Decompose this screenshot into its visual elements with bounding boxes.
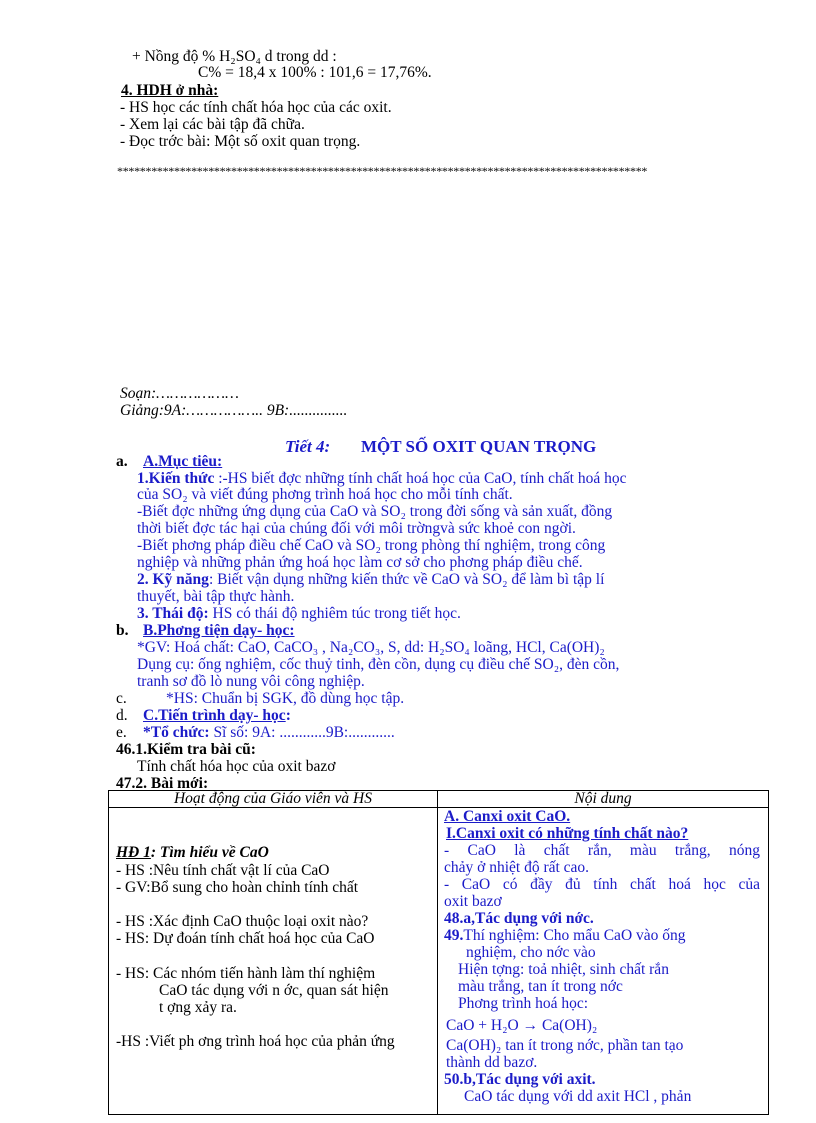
activity-line: - GV:Bổ sung cho hoàn chỉnh tính chất bbox=[116, 879, 359, 896]
content-heading-a: A. Canxi oxit CaO. bbox=[444, 808, 571, 825]
activity-line: - HS :Nêu tính chất vật lí của CaO bbox=[116, 862, 330, 879]
reaction-acid-heading: 50.b,Tác dụng với axit. bbox=[444, 1071, 596, 1088]
homework-item-3: - Đọc trớc bài: Một số oxit quan trọng. bbox=[120, 133, 361, 150]
content-line: CaO tác dụng với dd axit HCl , phản bbox=[464, 1088, 692, 1105]
knowledge-line-6: nghiệp và những phản ứng hoá học làm cơ sở cho phơng pháp điều chế. bbox=[137, 554, 583, 571]
procedure-heading-line: C.Tiến trình dạy- học: bbox=[143, 707, 291, 724]
activity-1-heading: HĐ 1: Tìm hiểu về CaO bbox=[116, 844, 269, 861]
lesson-table bbox=[108, 790, 769, 1115]
section-b-label: b. bbox=[116, 622, 129, 639]
concentration-formula: C% = 18,4 x 100% : 101,6 = 17,76%. bbox=[198, 64, 432, 81]
student-prep: *HS: Chuẩn bị SGK, đồ dùng học tập. bbox=[166, 690, 405, 707]
separator-stars: ********************************************************************************************* bbox=[117, 164, 648, 178]
equipment-line-2: tranh sơ đồ lò nung vôi công nghiệp. bbox=[137, 673, 365, 690]
content-line: Hiện tợng: toả nhiệt, sinh chất rắn bbox=[458, 961, 669, 978]
experiment-line: 49.Thí nghiệm: Cho mẩu CaO vào ống bbox=[444, 927, 686, 944]
giang-line: Giảng:9A:…………….. 9B:............... bbox=[120, 402, 348, 419]
equipment-line-1: Dụng cụ: ống nghiệm, cốc thuỷ tinh, đèn cồn, dụng cụ điều chế SO₂, đèn cồn, bbox=[137, 656, 620, 673]
content-question-heading: I.Canxi oxit có những tính chất nào? bbox=[446, 825, 689, 842]
organization-heading: *Tổ chức: bbox=[143, 724, 210, 741]
organization-line: *Tổ chức: Sĩ số: 9A: ............9B:............ bbox=[143, 724, 395, 741]
soan-line: Soạn:……………… bbox=[120, 385, 239, 402]
section-d-label: d. bbox=[116, 707, 128, 724]
section-c-label: c. bbox=[116, 690, 127, 707]
content-line: Phơng trình hoá học: bbox=[458, 995, 589, 1012]
section-e-label: e. bbox=[116, 724, 127, 741]
knowledge-line-2: của SO₂ và viết đúng phơng trình hoá học cho mỗi tính chất. bbox=[137, 486, 513, 503]
content-line: chảy ở nhiệt độ rất cao. bbox=[444, 859, 590, 876]
attitude-line: 3. Thái độ: HS có thái độ nghiêm túc trong tiết học. bbox=[137, 605, 461, 622]
homework-item-2: - Xem lại các bài tập đã chữa. bbox=[120, 116, 305, 133]
knowledge-line-5: -Biết phơng pháp điều chế CaO và SO₂ trong phòng thí nghiệm, trong công bbox=[137, 537, 606, 554]
table-header-content: Nội dung bbox=[438, 791, 769, 808]
content-line: màu trắng, tan ít trong nớc bbox=[458, 978, 623, 995]
activity-line: - HS: Các nhóm tiến hành làm thí nghiệm bbox=[116, 965, 376, 982]
content-line: - CaO có đầy đủ tính chất hoá học của bbox=[444, 876, 760, 893]
activity-line: - HS :Xác định CaO thuộc loại oxit nào? bbox=[116, 913, 369, 930]
skills-line-1: 2. Kỹ năng: Biết vận dụng những kiến thức về CaO và SO₂ để làm bì tập lí bbox=[137, 571, 605, 588]
new-lesson-heading: 47.2. Bài mới: bbox=[116, 775, 209, 792]
activity-line: -HS :Viết ph ơng trình hoá học của phản ứng bbox=[116, 1033, 395, 1050]
section-b-heading: B.Phơng tiện dạy- học: bbox=[143, 622, 295, 639]
knowledge-line-1: 1.Kiến thức :-HS biết đợc những tính chất hoá học của CaO, tính chất hoá học bbox=[137, 470, 627, 487]
content-line: thành dd bazơ. bbox=[446, 1054, 538, 1071]
homework-item-1: - HS học các tính chất hóa học của các oxit. bbox=[120, 99, 392, 116]
content-line: oxit bazơ bbox=[444, 893, 502, 910]
procedure-heading: C.Tiến trình dạy- học bbox=[143, 707, 286, 724]
activity-line: t ợng xảy ra. bbox=[159, 999, 237, 1016]
content-line: - CaO là chất rắn, màu trắng, nóng bbox=[444, 842, 760, 859]
activity-line: - HS: Dự đoán tính chất hoá học của CaO bbox=[116, 930, 375, 947]
equation-cao-water: CaO + H₂O → Ca(OH)₂ bbox=[446, 1017, 598, 1034]
content-cell bbox=[438, 808, 769, 1115]
reaction-water-heading: 48.a,Tác dụng với nớc. bbox=[444, 910, 594, 927]
table-header-activity: Hoạt động của Giáo viên và HS bbox=[109, 791, 438, 808]
activity-line: CaO tác dụng với n ớc, quan sát hiện bbox=[159, 982, 389, 999]
section-a-heading: A.Mục tiêu: bbox=[143, 453, 223, 470]
lesson-number: Tiết 4: bbox=[285, 437, 331, 456]
skills-heading: 2. Kỹ năng bbox=[137, 571, 209, 588]
concentration-line: + Nồng độ % H₂SO₄ d trong dd : bbox=[132, 48, 337, 65]
teacher-materials: *GV: Hoá chất: CaO, CaCO₃ , Na₂CO₃, S, dd: H₂SO₄ loãng, HCl, Ca(OH)₂ bbox=[137, 639, 605, 656]
knowledge-line-3: -Biết đợc những ứng dụng của CaO và SO₂ trong đời sống và sản xuất, đồng bbox=[137, 503, 613, 520]
knowledge-line-4: thời biết đợc tác hại của chúng đối với môi trờngvà sức khoẻ con ngời. bbox=[137, 520, 576, 537]
content-line: nghiệm, cho nớc vào bbox=[466, 944, 596, 961]
page-title: MỘT SỐ OXIT QUAN TRỌNG bbox=[361, 437, 597, 456]
attitude-heading: 3. Thái độ: bbox=[137, 605, 209, 622]
skills-line-2: thuyết, bài tập thực hành. bbox=[137, 588, 295, 605]
content-line: Ca(OH)₂ tan ít trong nớc, phần tan tạo bbox=[446, 1037, 684, 1054]
activity-cell bbox=[109, 808, 438, 1115]
review-question: Tính chất hóa học của oxit bazơ bbox=[137, 758, 336, 775]
homework-heading: 4. HDH ở nhà: bbox=[121, 82, 219, 99]
section-a-label: a. bbox=[116, 453, 128, 470]
review-heading: 46.1.Kiểm tra bài cũ: bbox=[116, 741, 256, 758]
knowledge-heading: 1.Kiến thức bbox=[137, 470, 215, 487]
